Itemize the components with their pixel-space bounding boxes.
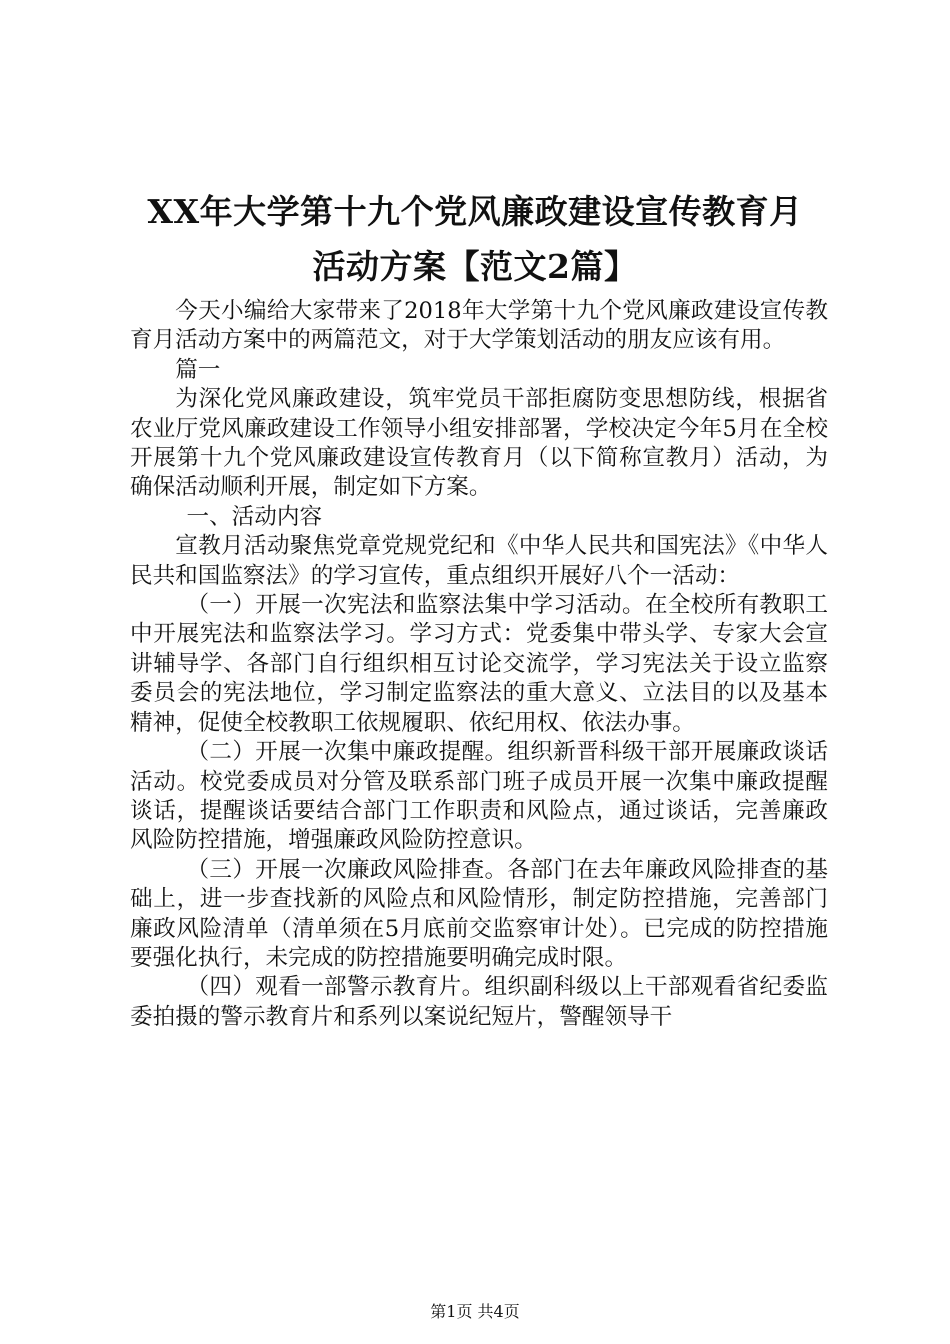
document-title-line-1: XX年大学第十九个党风廉政建设宣传教育月 <box>147 192 803 231</box>
section-heading: 一、活动内容 <box>186 503 323 530</box>
page-number-footer: 第1页 共4页 <box>430 1302 520 1321</box>
activity-item-1: （一）开展一次宪法和监察法集中学习活动。在全校所有教职工中开展宪法和监察法学习。学习方式：党委集中带头学、专家大会宣讲辅导学、各部门自行组织相互讨论交流学，学习宪法关于设立监察委员会的宪法地位，学习制定监察法的重大意义、立法目的以及基本精神，促使全校教职工依规履职、依纪用权、依法办事。 <box>130 592 828 736</box>
document-title-line-2: 活动方案【范文2篇】 <box>312 247 638 286</box>
activity-item-3: （三）开展一次廉政风险排查。各部门在去年廉政风险排查的基础上，进一步查找新的风险点和风险情形，制定防控措施，完善部门廉政风险清单（清单须在5月底前交监察审计处）。已完成的防控措施要强化执行，未完成的防控措施要明确完成时限。 <box>130 856 828 971</box>
purpose-paragraph: 为深化党风廉政建设，筑牢党员干部拒腐防变思想防线，根据省农业厅党风廉政建设工作领导小组安排部署，学校决定今年5月在全校开展第十九个党风廉政建设宣传教育月（以下简称宣教月）活动，为确保活动顺利开展，制定如下方案。 <box>130 386 828 501</box>
intro-paragraph: 今天小编给大家带来了2018年大学第十九个党风廉政建设宣传教育月活动方案中的两篇范文，对于大学策划活动的朋友应该有用。 <box>130 298 828 354</box>
document-body <box>130 297 828 1032</box>
section-intro-paragraph: 宣教月活动聚焦党章党规党纪和《中华人民共和国宪法》《中华人民共和国监察法》的学习宣传，重点组织开展好八个一活动： <box>130 533 828 589</box>
chapter-heading: 篇一 <box>175 356 221 383</box>
activity-item-2: （二）开展一次集中廉政提醒。组织新晋科级干部开展廉政谈话活动。校党委成员对分管及联系部门班子成员开展一次集中廉政提醒谈话，提醒谈话要结合部门工作职责和风险点，通过谈话，完善廉政风险防控措施，增强廉政风险防控意识。 <box>130 739 828 854</box>
activity-item-4: （四）观看一部警示教育片。组织副科级以上干部观看省纪委监委拍摄的警示教育片和系列以案说纪短片，警醒领导干 <box>130 974 828 1030</box>
